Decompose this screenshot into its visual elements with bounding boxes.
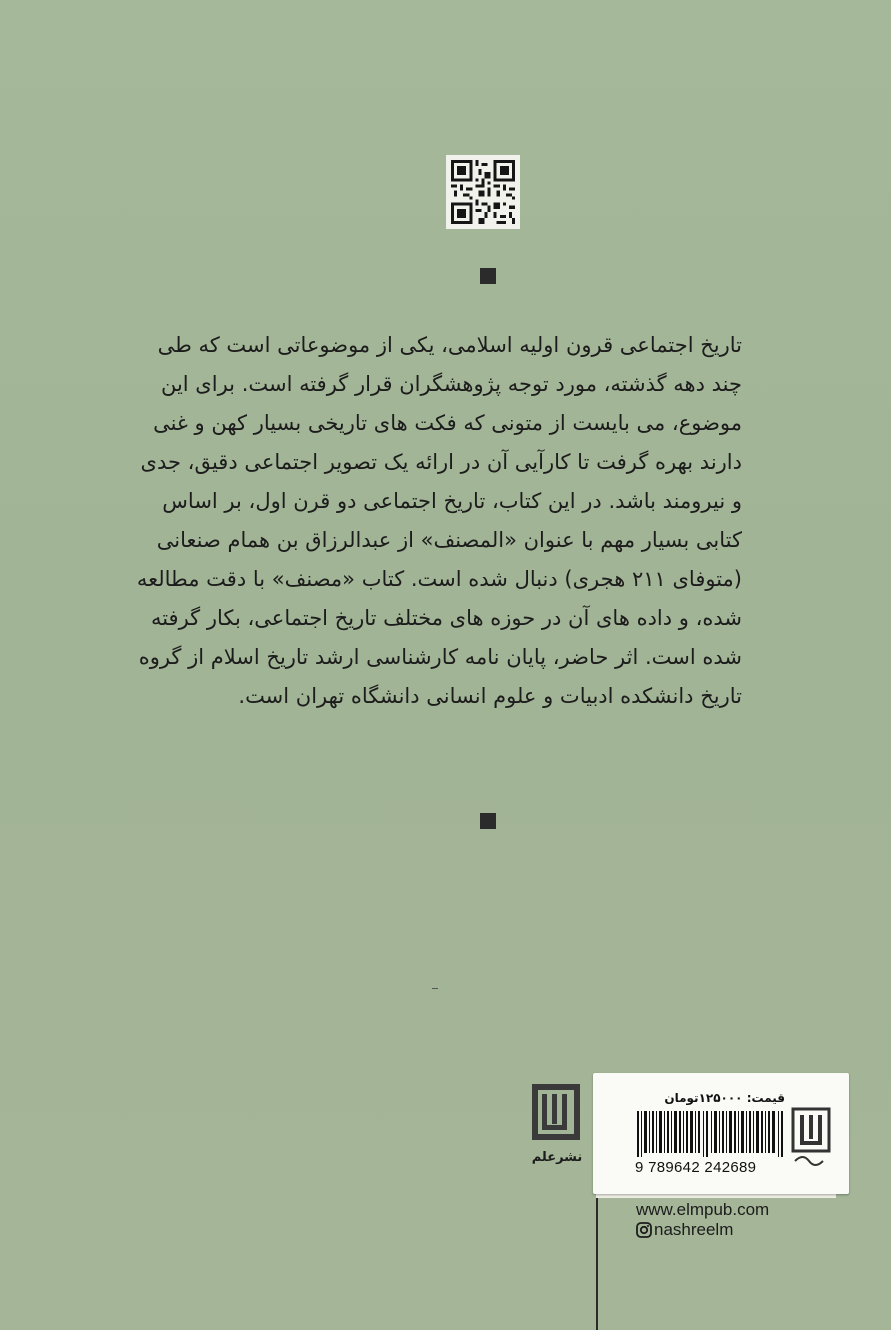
blurb-line: چند دهه گذشته، مورد توجه پژوهشگران قرار گرفته است. برای این <box>160 372 742 396</box>
blurb-line: (متوفای ۲۱۱ هجری) دنبال شده است. کتاب «مصنف» با دقت مطالعه <box>136 567 742 591</box>
isbn-number: 9 789642 242689 <box>635 1159 757 1176</box>
blurb-line: شده است. اثر حاضر، پایان نامه کارشناسی ارشد تاریخ اسلام از گروه <box>138 645 742 669</box>
instagram-icon <box>636 1222 652 1238</box>
publisher-website-link[interactable]: www.elmpub.com <box>636 1200 770 1219</box>
square-bullet-icon <box>480 813 496 829</box>
price-text: قیمت: ۱۲۵۰۰۰تومان <box>664 1091 785 1105</box>
publisher-instagram-link[interactable] <box>636 1220 733 1240</box>
publisher-logo-icon <box>789 1105 835 1175</box>
blurb-line: دارند بهره گرفت تا کارآیی آن در ارائه یک تصویر اجتماعی دقیق، جدی <box>140 450 742 474</box>
back-cover-blurb <box>136 326 742 716</box>
blurb-line: موضوع، می بایست از متونی که فکت های تاریخی بسیار کهن و غنی <box>153 411 742 435</box>
publisher-name: نشرعلم <box>531 1150 583 1165</box>
blurb-line: و نیرومند باشد. در این کتاب، تاریخ اجتماعی دو قرن اول، بر اساس <box>162 489 742 513</box>
blurb-line: تاریخ اجتماعی قرون اولیه اسلامی، یکی از موضوعاتی است که طی <box>157 333 742 357</box>
instagram-handle: nashreelm <box>654 1220 734 1239</box>
price-sticker <box>593 1073 849 1194</box>
blurb-line: تاریخ دانشکده ادبیات و علوم انسانی دانشگاه تهران است. <box>238 684 742 708</box>
square-bullet-icon <box>480 268 496 284</box>
qr-code-icon[interactable] <box>446 155 520 229</box>
blurb-line: کتابی بسیار مهم با عنوان «المصنف» از عبدالرزاق بن همام صنعانی <box>156 528 742 552</box>
divider <box>432 988 438 989</box>
barcode-icon <box>637 1111 785 1157</box>
blurb-line: شده، و داده های آن در حوزه های مختلف تاریخ اجتماعی، بکار گرفته <box>150 606 742 630</box>
